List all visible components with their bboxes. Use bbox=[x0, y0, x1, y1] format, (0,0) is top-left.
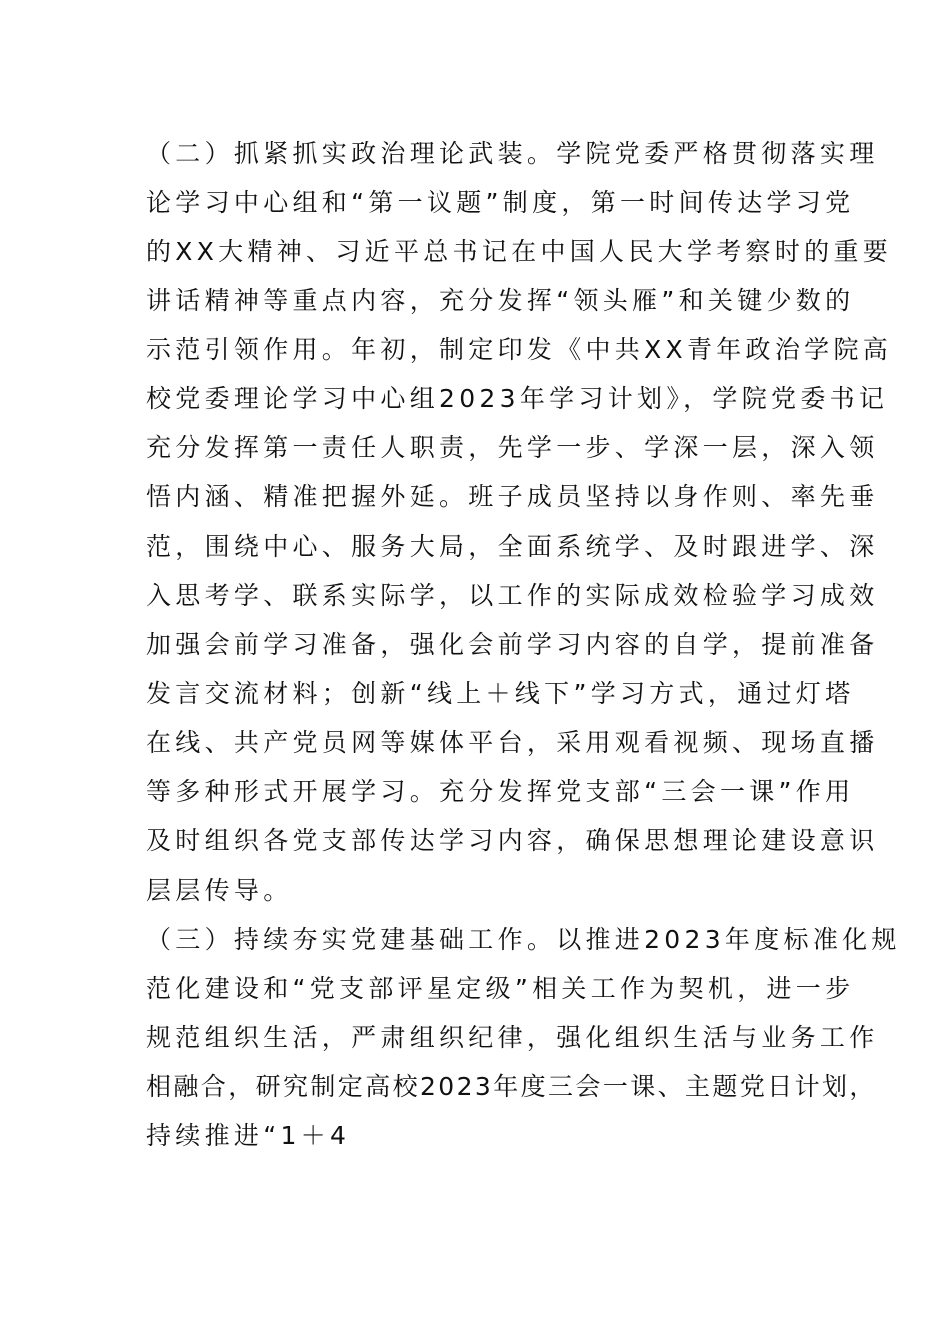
paragraph-line: 充分发挥第一责任人职责，先学一步、学深一层，深入领 bbox=[146, 433, 879, 462]
paragraph-line: 相融合，研究制定高校2023年度三会一课、主题党日计划， bbox=[146, 1072, 877, 1101]
paragraph-line: 等多种形式开展学习。充分发挥党支部“三会一课”作用 bbox=[146, 777, 855, 806]
paragraph-line: 发言交流材料；创新“线上＋线下”学习方式，通过灯塔 bbox=[146, 679, 855, 708]
paragraph-line: 持续推进“1＋4 bbox=[146, 1121, 351, 1150]
paragraph-line: （二）抓紧抓实政治理论武装。学院党委严格贯彻落实理 bbox=[146, 139, 879, 168]
paragraph-line: 论学习中心组和“第一议题”制度，第一时间传达学习党 bbox=[146, 188, 855, 217]
paragraph-line: 及时组织各党支部传达学习内容，确保思想理论建设意识 bbox=[146, 826, 879, 855]
paragraph-line: 的XX大精神、习近平总书记在中国人民大学考察时的重要 bbox=[146, 237, 893, 266]
paragraph-line: 层层传导。 bbox=[146, 876, 293, 905]
paragraph-line: 在线、共产党员网等媒体平台，采用观看视频、现场直播 bbox=[146, 728, 879, 757]
paragraph-line: 入思考学、联系实际学，以工作的实际成效检验学习成效 bbox=[146, 581, 879, 610]
paragraph-line: 规范组织生活，严肃组织纪律，强化组织生活与业务工作 bbox=[146, 1023, 879, 1052]
paragraph-line: 范，围绕中心、服务大局，全面系统学、及时跟进学、深 bbox=[146, 532, 879, 561]
paragraph-line: 校党委理论学习中心组2023年学习计划》，学院党委书记 bbox=[146, 384, 889, 413]
paragraph-line: 讲话精神等重点内容，充分发挥“领头雁”和关键少数的 bbox=[146, 286, 855, 315]
paragraph-line: 范化建设和“党支部评星定级”相关工作为契机，进一步 bbox=[146, 974, 855, 1003]
paragraph-line: 悟内涵、精准把握外延。班子成员坚持以身作则、率先垂 bbox=[146, 482, 879, 511]
paragraph-line: （三）持续夯实党建基础工作。以推进2023年度标准化规 bbox=[146, 925, 901, 954]
paragraph-line: 加强会前学习准备，强化会前学习内容的自学，提前准备 bbox=[146, 630, 879, 659]
paragraph-line: 示范引领作用。年初，制定印发《中共XX青年政治学院高 bbox=[146, 335, 893, 364]
